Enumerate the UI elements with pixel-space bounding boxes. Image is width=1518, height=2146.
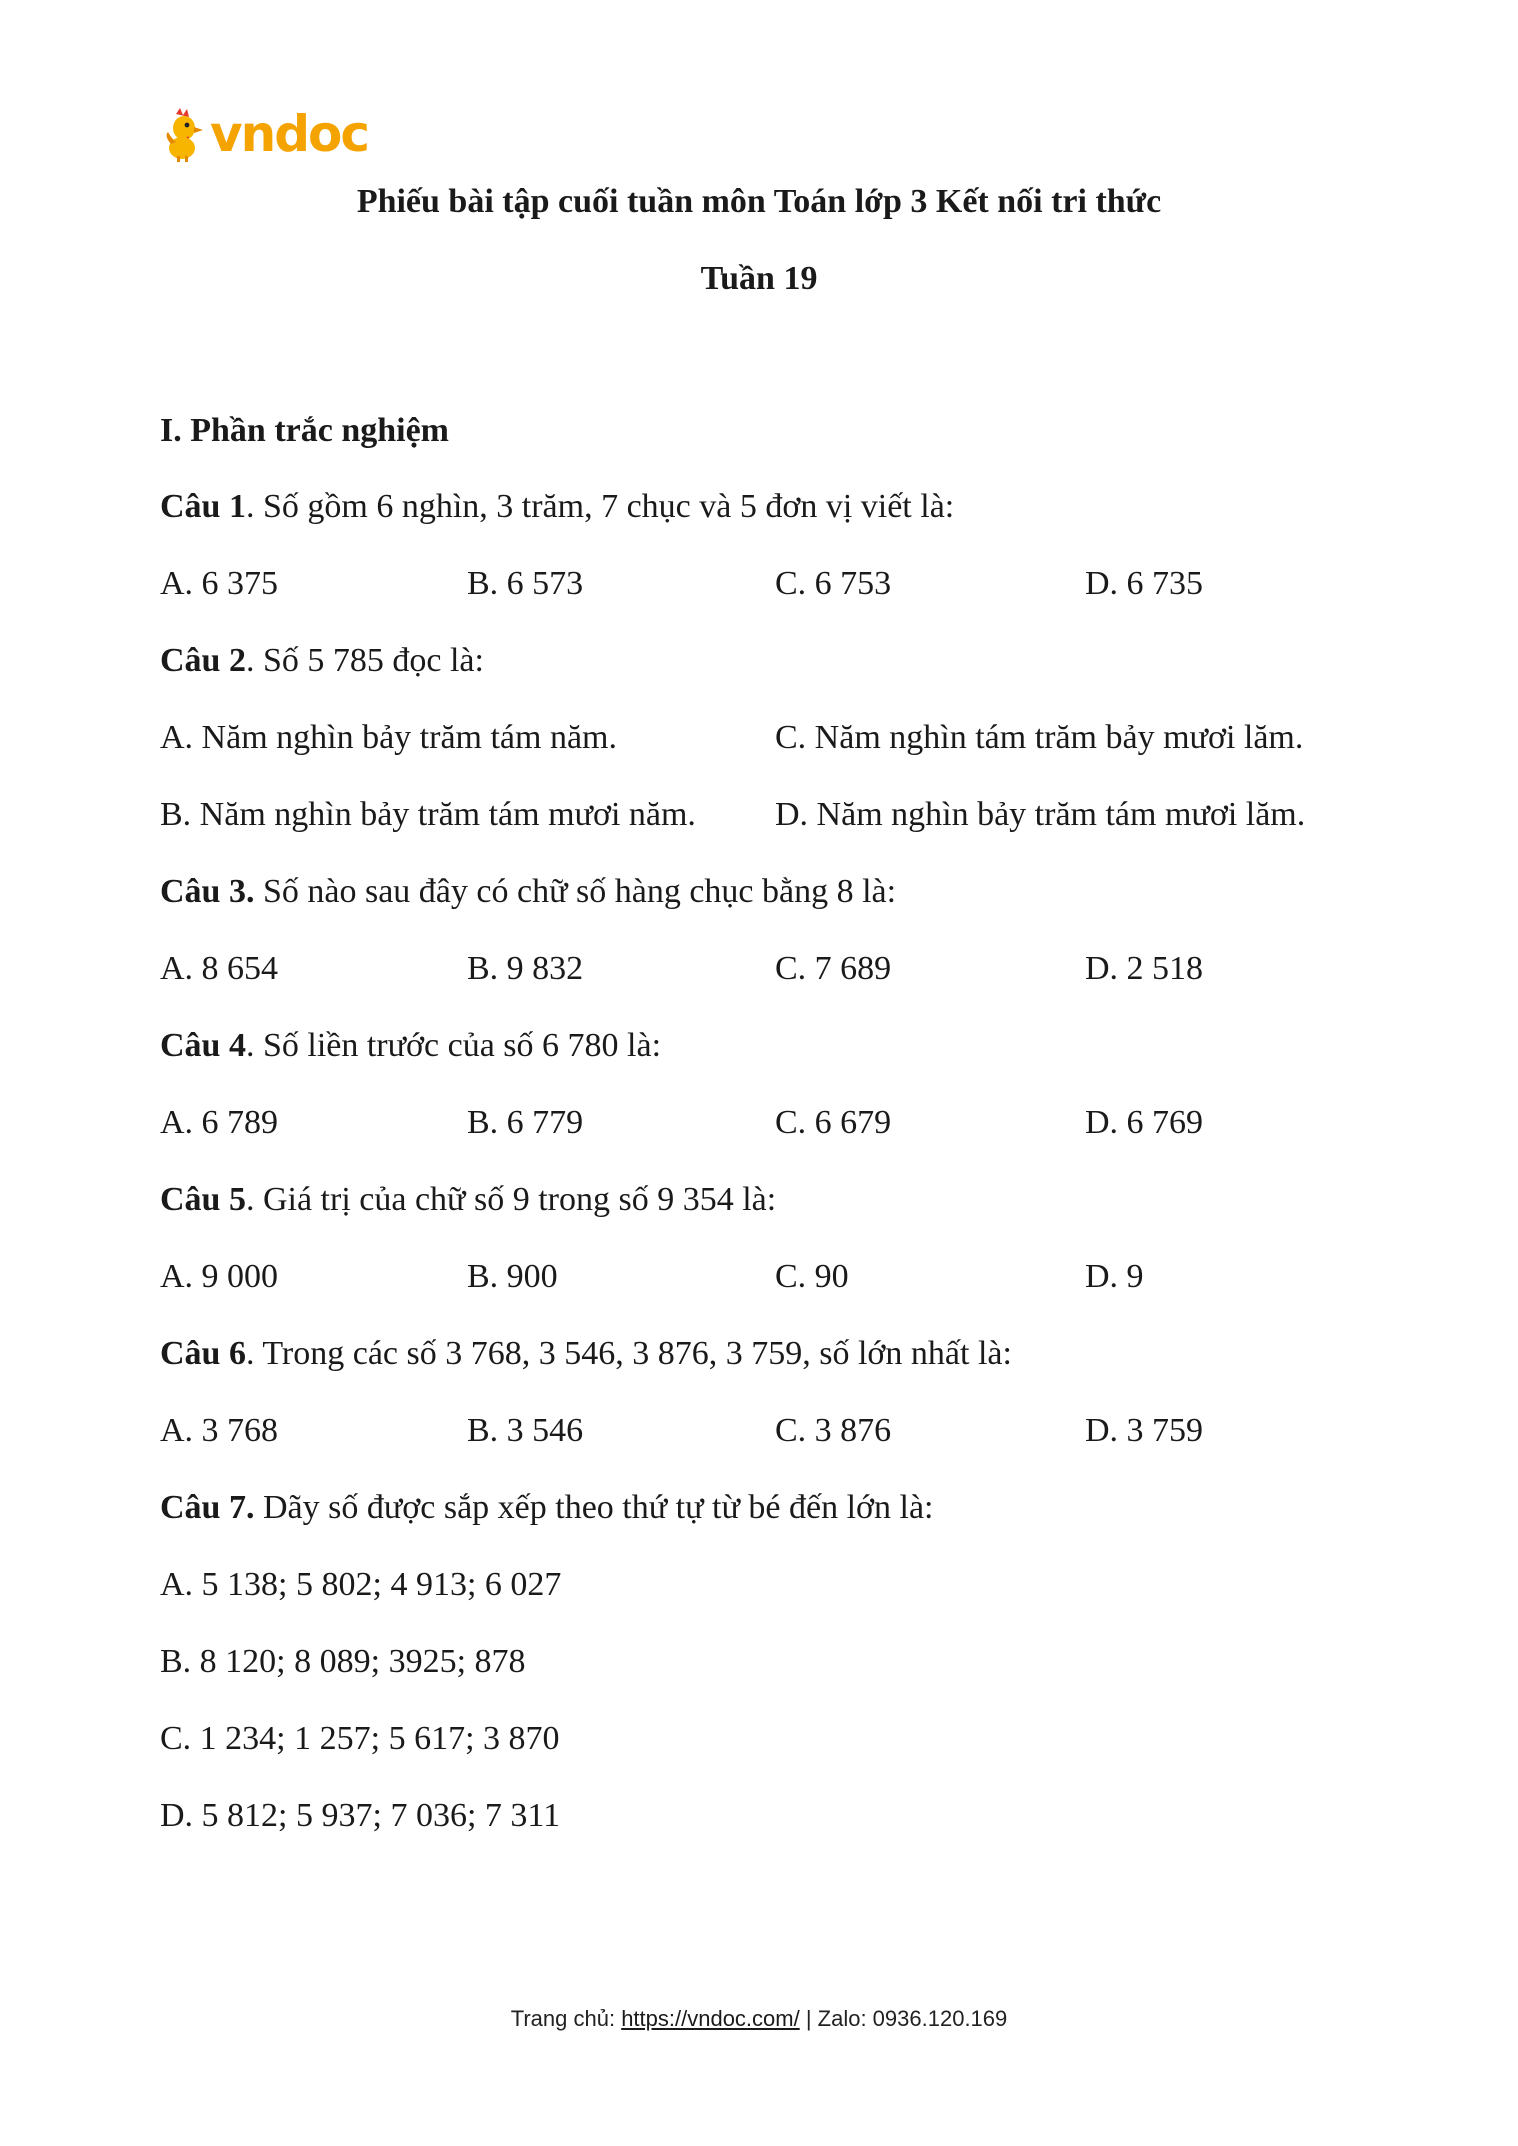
question-text: . Số 5 785 đọc là: [245,642,484,679]
option-c: C. 6 753 [775,565,892,602]
footer-prefix: Trang chủ: [510,2006,622,2031]
question-1 [160,488,954,526]
option-b: B. Năm nghìn bảy trăm tám mươi năm. [160,796,696,833]
option-b: B. 9 832 [467,950,584,987]
option-a: A. 6 789 [160,1104,279,1141]
question-label: Câu 1 [160,488,246,525]
option-a: A. Năm nghìn bảy trăm tám năm. [160,719,618,756]
section-heading: I. Phần trắc nghiệm [160,412,449,449]
question-label: Câu 6 [160,1335,246,1372]
option-d: D. 9 [1085,1258,1144,1295]
option-d: D. Năm nghìn bảy trăm tám mươi lăm. [775,796,1306,833]
option-b: B. 8 120; 8 089; 3925; 878 [160,1643,526,1680]
option-d: D. 5 812; 5 937; 7 036; 7 311 [160,1797,561,1834]
question-4 [160,1027,661,1065]
logo-text: vndoc [210,105,368,163]
question-label: Câu 2 [160,642,246,679]
page-footer [0,2006,1518,2032]
option-d: D. 2 518 [1085,950,1204,987]
option-c: C. 1 234; 1 257; 5 617; 3 870 [160,1720,560,1757]
option-d: D. 3 759 [1085,1412,1204,1449]
option-c: C. 3 876 [775,1412,892,1449]
question-text: . Số liền trước của số 6 780 là: [245,1027,662,1064]
question-text: . Số gồm 6 nghìn, 3 trăm, 7 chục và 5 đơn vị viết là: [245,488,955,525]
footer-contact: | Zalo: 0936.120.169 [799,2006,1008,2031]
option-a: A. 9 000 [160,1258,279,1295]
question-label: Câu 7. [160,1489,255,1526]
option-d: D. 6 769 [1085,1104,1204,1141]
question-label: Câu 5 [160,1181,246,1218]
option-b: B. 6 573 [467,565,584,602]
page-subtitle-week: Tuần 19 [700,260,818,297]
question-text: . Giá trị của chữ số 9 trong số 9 354 là: [245,1181,777,1218]
option-c: C. 6 679 [775,1104,892,1141]
option-a: A. 6 375 [160,565,279,602]
question-text: Dãy số được sắp xếp theo thứ tự từ bé đến lớn là: [254,1489,934,1526]
option-b: B. 6 779 [467,1104,584,1141]
question-5 [160,1181,776,1219]
vndoc-logo[interactable] [162,104,368,164]
page-title: Phiếu bài tập cuối tuần môn Toán lớp 3 Kết nối tri thức [356,183,1162,220]
rooster-mascot-icon [162,106,208,162]
question-2 [160,642,484,680]
option-c: C. 90 [775,1258,849,1295]
question-text: . Trong các số 3 768, 3 546, 3 876, 3 759, số lớn nhất là: [245,1335,1012,1372]
question-3 [160,873,896,911]
question-label: Câu 3. [160,873,255,910]
option-a: A. 5 138; 5 802; 4 913; 6 027 [160,1566,562,1603]
option-c: C. Năm nghìn tám trăm bảy mươi lăm. [775,719,1304,756]
homepage-link[interactable]: https://vndoc.com/ [621,2006,800,2031]
option-b: B. 3 546 [467,1412,584,1449]
option-d: D. 6 735 [1085,565,1204,602]
option-a: A. 3 768 [160,1412,279,1449]
question-label: Câu 4 [160,1027,246,1064]
question-7 [160,1489,934,1527]
question-6 [160,1335,1012,1373]
option-b: B. 900 [467,1258,558,1295]
option-c: C. 7 689 [775,950,892,987]
option-a: A. 8 654 [160,950,279,987]
question-text: Số nào sau đây có chữ số hàng chục bằng 8 là: [254,873,897,910]
